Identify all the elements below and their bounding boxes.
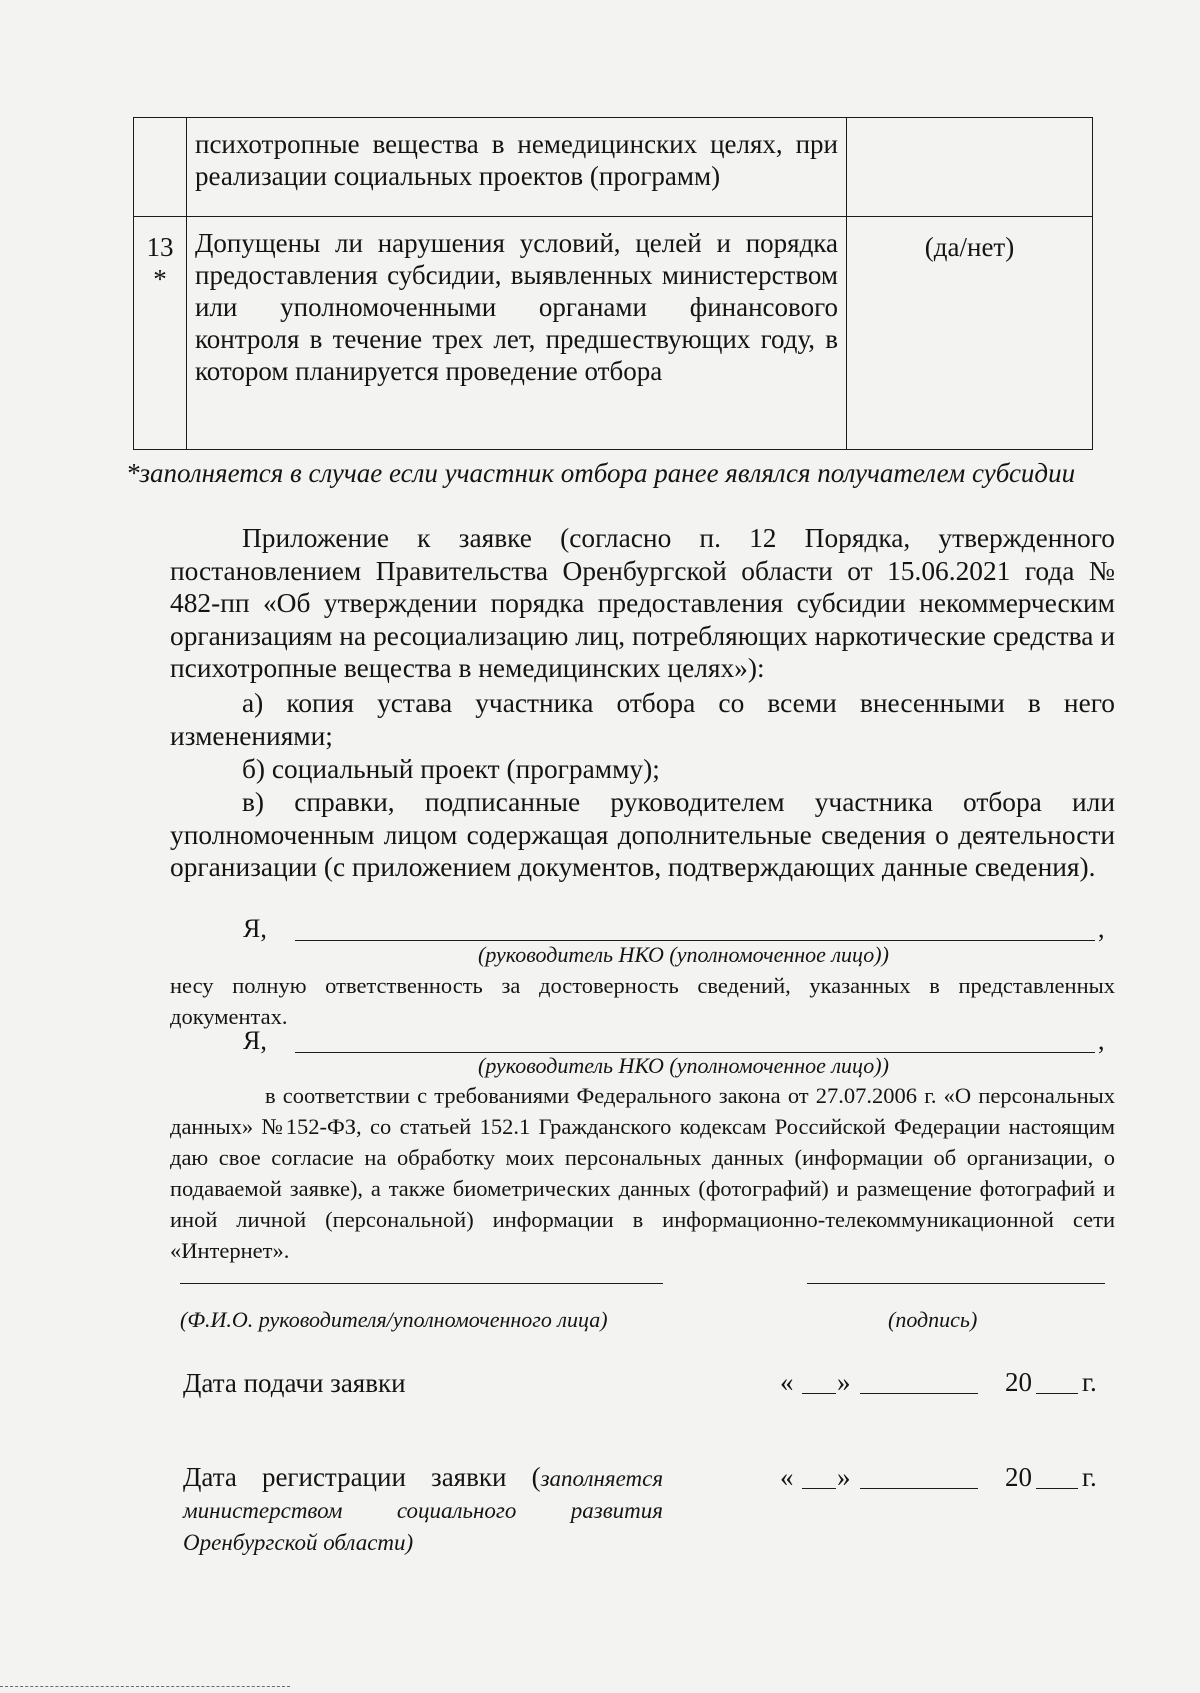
- name-entry-line[interactable]: [295, 1022, 1095, 1053]
- submission-date-label: Дата подачи заявки: [183, 1368, 406, 1398]
- fio-signature-line[interactable]: [180, 1283, 663, 1284]
- row-number-cell: [134, 118, 187, 217]
- responsibility-text: несу полную ответственность за достоверность сведений, указанных в представленных документах.: [170, 973, 1115, 1029]
- declaration-ya: Я,: [243, 914, 267, 943]
- registration-date-field[interactable]: [780, 1462, 1100, 1496]
- century: 20: [1005, 1367, 1032, 1397]
- consent-text: в соответствии с требованиями Федерального закона от 27.07.2006 г. «О персональных данных» №152-ФЗ, со статьей 152.1 Гражданского кодексам Российской Федерации настоящим даю свое согласие на обработку моих персональных данных (информации об организации, о подаваемой заявке), а также биометрических данных (фотографий) и размещение фотографий и иной личной (персональной) информации в информационно-телекоммуникационной сети «Интернет».: [170, 1083, 1115, 1263]
- month-blank[interactable]: [860, 1367, 978, 1394]
- table-row: [134, 217, 1093, 450]
- open-quote: «: [780, 1462, 794, 1492]
- answer-cell: [847, 118, 1093, 217]
- attachment-item-a: а) копия устава участника отбора со всеми внесенными в него изменениями;: [170, 688, 1115, 751]
- day-blank[interactable]: [802, 1367, 836, 1394]
- scan-edge-mark: [0, 1686, 290, 1687]
- name-field-hint: (руководитель НКО (уполномоченное лицо)): [478, 942, 889, 967]
- year-blank[interactable]: [1036, 1367, 1078, 1394]
- attachment-intro: Приложение к заявке (согласно п. 12 Порядка, утвержденного постановлением Правительства Оренбургской области от 15.06.2021 года № 482-пп «Об утверждении порядка предоставления субсидии некоммерческим организациям на ресоциализацию лиц, потребляющих наркотические средства и психотропные вещества в немедицинских целях»):: [170, 523, 1115, 683]
- criterion-text-cell: Допущены ли нарушения условий, целей и порядка предоставления субсидии, выявленных министерством или уполномоченными органами финансового контроля в течение трех лет, предшествующих году, в котором планируется проведение отбора: [187, 217, 847, 450]
- attachment-item-v: в) справки, подписанные руководителем участника отбора или уполномоченным лицом содержащая дополнительные сведения о деятельности организации (с приложением документов, подтверждающих данные сведения).: [170, 787, 1115, 882]
- signature-line[interactable]: [807, 1283, 1105, 1284]
- line-comma: ,: [1098, 1026, 1105, 1055]
- open-quote: «: [780, 1367, 794, 1397]
- row-star: *: [153, 264, 167, 294]
- table-footnote: *заполняется в случае если участник отбора ранее являлся получателем субсидии: [126, 458, 1076, 488]
- declaration-ya: Я,: [243, 1026, 267, 1055]
- attachment-item-b: б) социальный проект (программу);: [242, 754, 660, 784]
- line-comma: ,: [1098, 914, 1105, 943]
- name-field-hint: (руководитель НКО (уполномоченное лицо)): [478, 1053, 889, 1078]
- signature-caption: (подпись): [888, 1307, 978, 1332]
- registration-note-2: министерством социального развития: [183, 1498, 663, 1523]
- answer-cell: (да/нет): [847, 217, 1093, 450]
- submission-date-field[interactable]: [780, 1367, 1100, 1401]
- registration-paren: (: [531, 1462, 541, 1492]
- row-number-cell: [134, 217, 187, 450]
- registration-date-label: [183, 1462, 663, 1558]
- criteria-table: [133, 117, 1093, 450]
- month-blank[interactable]: [860, 1462, 978, 1489]
- registration-label-text: Дата регистрации заявки: [183, 1462, 507, 1492]
- day-blank[interactable]: [802, 1462, 836, 1489]
- registration-note-3: Оренбургской области): [183, 1530, 414, 1555]
- close-quote: »: [837, 1462, 851, 1492]
- year-blank[interactable]: [1036, 1462, 1078, 1489]
- table-row: [134, 118, 1093, 217]
- criterion-text-cell: психотропные вещества в немедицинских целях, при реализации социальных проектов (программ): [187, 118, 847, 217]
- name-entry-line[interactable]: [295, 910, 1095, 941]
- year-suffix: г.: [1082, 1462, 1097, 1492]
- year-suffix: г.: [1082, 1367, 1097, 1397]
- century: 20: [1005, 1462, 1032, 1492]
- close-quote: »: [837, 1367, 851, 1397]
- fio-caption: (Ф.И.О. руководителя/уполномоченного лица): [180, 1307, 608, 1332]
- row-number: 13: [146, 232, 174, 262]
- registration-note-1: заполняется: [540, 1466, 664, 1491]
